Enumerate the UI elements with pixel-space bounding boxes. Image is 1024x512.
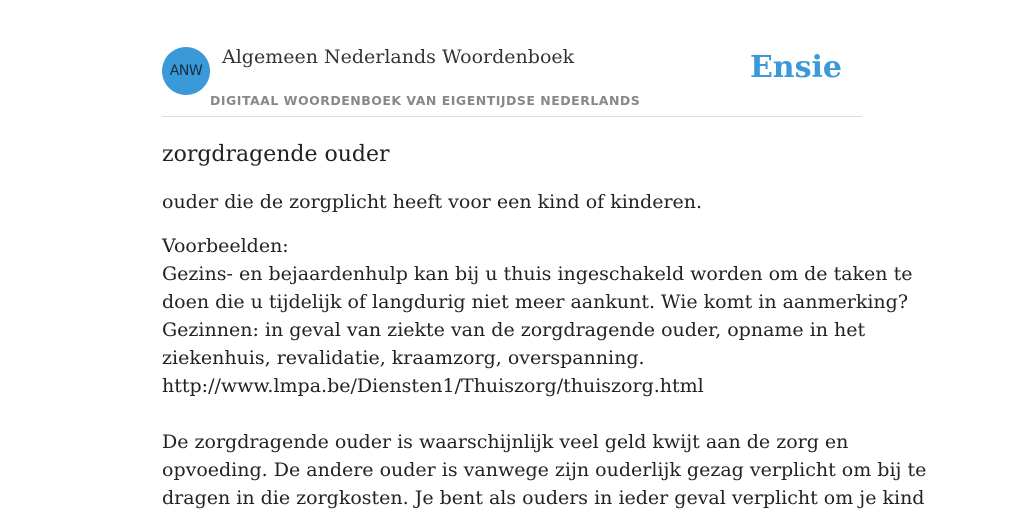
anw-logo[interactable]: ANW — [162, 47, 210, 95]
entry-content — [162, 140, 927, 512]
example-spacer — [162, 400, 862, 428]
examples-label: Voorbeelden: — [162, 235, 289, 257]
example-line: De zorgdragende ouder is waarschijnlijk veel geld kwijt aan de zorg en — [162, 431, 849, 453]
example-line: ziekenhuis, revalidatie, kraamzorg, overspanning. — [162, 347, 645, 369]
example-line: opvoeding. De andere ouder is vanwege zijn ouderlijk gezag verplicht om bij te — [162, 459, 927, 481]
example-source-url: http://www.lmpa.be/Diensten1/Thuiszorg/thuiszorg.html — [162, 375, 704, 397]
examples-section — [162, 232, 927, 512]
site-subtitle: DIGITAAL WOORDENBOEK VAN EIGENTIJDSE NEDERLANDS — [210, 93, 641, 108]
entry-definition: ouder die de zorgplicht heeft voor een kind of kinderen. — [162, 191, 703, 213]
site-header — [162, 0, 862, 117]
entry-title: zorgdragende ouder — [162, 142, 390, 167]
example-line: doen die u tijdelijk of langdurig niet meer aankunt. Wie komt in aanmerking? — [162, 291, 909, 313]
ensie-brand-link[interactable]: Ensie — [749, 50, 842, 85]
example-line: Gezinnen: in geval van ziekte van de zorgdragende ouder, opname in het — [162, 319, 866, 341]
example-line: Gezins- en bejaardenhulp kan bij u thuis ingeschakeld worden om de taken te — [162, 263, 913, 285]
example-line: dragen in die zorgkosten. Je bent als ouders in ieder geval verplicht om je kind — [162, 487, 925, 509]
site-title[interactable]: Algemeen Nederlands Woordenboek — [222, 46, 575, 68]
